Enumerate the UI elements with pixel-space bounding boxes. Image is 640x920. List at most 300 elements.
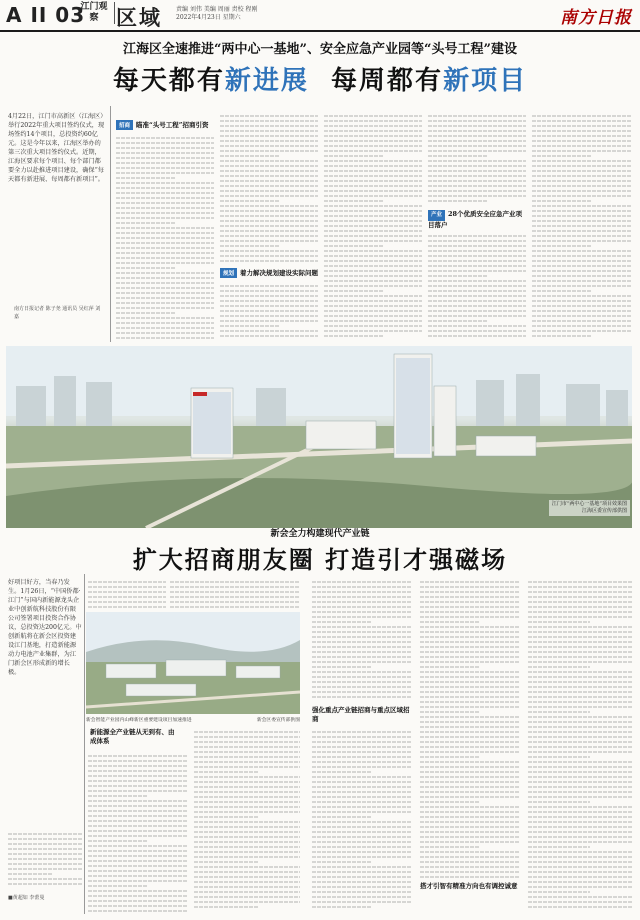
text-line [532, 320, 632, 322]
text-line [324, 320, 422, 322]
text-line [88, 835, 188, 837]
text-line [194, 736, 300, 738]
text-line [194, 856, 300, 858]
text-line [420, 821, 520, 823]
text-line [324, 165, 422, 167]
text-line [312, 631, 412, 633]
text-line [312, 761, 412, 763]
text-line [116, 137, 214, 139]
text-line [428, 135, 526, 137]
text-line [428, 285, 526, 287]
text-line [528, 866, 632, 868]
text-line [116, 152, 214, 154]
text-line [428, 160, 526, 162]
text-line [420, 676, 520, 678]
text-line [220, 295, 318, 297]
text-line [528, 701, 632, 703]
text-line [312, 886, 412, 888]
text-line [88, 581, 166, 583]
story2-byline: ■黄超如 李蕾曼 [8, 895, 45, 901]
text-line [194, 846, 300, 848]
text-line [528, 886, 632, 888]
text-line [420, 776, 520, 778]
text-line [528, 766, 632, 768]
text-line [428, 180, 526, 182]
text-line [116, 327, 214, 329]
text-line [528, 861, 632, 863]
text-line [312, 816, 372, 818]
text-line [420, 671, 520, 673]
text-line [312, 781, 412, 783]
text-line [220, 165, 318, 167]
text-line [194, 831, 300, 833]
text-line [116, 177, 175, 179]
text-line [532, 275, 632, 277]
text-line [116, 167, 214, 169]
text-line [324, 200, 383, 202]
text-line [420, 596, 520, 598]
text-line [324, 155, 383, 157]
text-line [116, 262, 214, 264]
text-line [532, 225, 632, 227]
text-line [88, 790, 188, 792]
text-line [312, 736, 412, 738]
text-line [116, 192, 214, 194]
text-line [420, 611, 520, 613]
text-line [312, 901, 412, 903]
text-line [532, 185, 632, 187]
city-aerial-photo [6, 346, 632, 528]
column-divider-2 [84, 574, 85, 914]
text-line [532, 295, 632, 297]
text-line [312, 621, 372, 623]
text-line [420, 796, 520, 798]
text-line [312, 746, 412, 748]
text-line [312, 741, 412, 743]
newspaper-logo: 南方日报 [560, 8, 632, 28]
story1-subhead-1: 招商 瞄准“头号工程”招商引资 [116, 120, 214, 130]
text-line [528, 891, 590, 893]
text-line [532, 310, 632, 312]
text-line [428, 310, 526, 312]
text-line [532, 150, 632, 152]
text-line [8, 868, 82, 870]
text-line [420, 711, 480, 713]
text-line [312, 871, 412, 873]
text-line [532, 325, 632, 327]
text-line [88, 885, 148, 887]
text-line [532, 205, 632, 207]
text-line [324, 150, 422, 152]
text-line [312, 696, 412, 698]
text-line [428, 200, 487, 202]
text-line [194, 791, 300, 793]
text-line [428, 300, 526, 302]
text-line [420, 766, 520, 768]
text-line [420, 661, 520, 663]
text-line [194, 851, 300, 853]
text-line [88, 765, 188, 767]
text-line [528, 836, 632, 838]
text-line [528, 791, 632, 793]
text-line [532, 190, 632, 192]
text-line [194, 756, 300, 758]
text-line [324, 180, 422, 182]
text-line [420, 586, 520, 588]
text-line [428, 270, 526, 272]
text-line [88, 795, 148, 797]
story2-body-col2 [194, 728, 300, 912]
text-line [220, 220, 318, 222]
text-line [420, 716, 520, 718]
region-label: 区域 [116, 6, 162, 30]
text-line [420, 636, 520, 638]
text-line [324, 135, 422, 137]
text-line [220, 170, 318, 172]
story1-kicker: 江海区全速推进“两中心一基地”、安全应急产业园等“头号工程”建设 [123, 42, 517, 57]
story2-lead-more [8, 830, 82, 888]
text-line [88, 850, 188, 852]
text-line [428, 275, 487, 277]
text-line [324, 205, 422, 207]
text-line [420, 871, 520, 873]
city-illustration [6, 346, 632, 528]
text-line [528, 846, 590, 848]
text-line [324, 280, 422, 282]
story1-body-col3 [324, 112, 422, 340]
text-line [312, 656, 412, 658]
text-line [420, 666, 480, 668]
text-line [420, 786, 520, 788]
text-line [428, 330, 526, 332]
text-line [194, 776, 300, 778]
text-line [324, 190, 422, 192]
text-line [324, 175, 422, 177]
text-line [312, 606, 412, 608]
text-line [420, 756, 480, 758]
story1-body-col4 [428, 112, 526, 206]
story2-lead: 好项目好方，当春乃发生。1月26日，“中国侨都·江门”与国内新能源龙头企业中创新航科技股份有限公司签署项目投资合作协议，总投资达200亿元。中创新航将在新会区投资建设江门基地，打造新能源动力电池产业集群，为江门新会区形成新的增长极。 [8, 579, 82, 676]
text-line [116, 147, 214, 149]
text-line [194, 841, 300, 843]
story2-body-col5 [528, 578, 632, 912]
text-line [532, 125, 632, 127]
page-number: A II 03 [6, 3, 86, 27]
text-line [428, 290, 526, 292]
text-line [312, 626, 412, 628]
text-line [420, 721, 520, 723]
text-line [324, 245, 383, 247]
text-line [220, 160, 318, 162]
text-line [324, 145, 422, 147]
text-line [8, 883, 82, 885]
text-line [194, 836, 300, 838]
text-line [324, 260, 422, 262]
text-line [194, 861, 258, 863]
text-line [428, 150, 526, 152]
text-line [116, 267, 175, 269]
text-line [428, 260, 526, 262]
text-line [420, 861, 520, 863]
text-line [312, 891, 412, 893]
text-line [428, 265, 526, 267]
text-line [528, 726, 632, 728]
text-line [532, 200, 592, 202]
text-line [532, 115, 632, 117]
text-line [528, 691, 632, 693]
text-line [428, 175, 526, 177]
text-line [220, 230, 318, 232]
text-line [528, 646, 632, 648]
story2-body-col1b [170, 578, 300, 610]
photo2-caption: 新会智能产业园内山峰新区重要建设项目加速推进 新会区委宣传部供图 [86, 718, 300, 723]
text-line [312, 601, 412, 603]
text-line [116, 242, 214, 244]
story1-subhead-3: 产业 28个优质安全应急产业项目落户 [428, 210, 523, 229]
text-line [324, 140, 422, 142]
text-line [194, 796, 300, 798]
story2-subhead-2: 强化重点产业链招商与重点区域招商 [312, 706, 410, 723]
text-line [428, 155, 487, 157]
text-line [528, 601, 632, 603]
story2-body-col1a [88, 578, 166, 610]
text-line [528, 721, 632, 723]
text-line [88, 895, 188, 897]
text-line [116, 142, 214, 144]
text-line [116, 317, 214, 319]
text-line [116, 252, 214, 254]
text-line [312, 681, 412, 683]
text-line [428, 130, 526, 132]
text-line [532, 305, 632, 307]
text-line [528, 631, 632, 633]
text-line [420, 851, 520, 853]
text-line [88, 800, 188, 802]
text-line [528, 801, 590, 803]
industrial-park-photo [86, 612, 300, 714]
text-line [116, 287, 214, 289]
text-line [116, 277, 214, 279]
text-line [420, 856, 520, 858]
text-line [420, 686, 520, 688]
story2-kicker: 新会全力构建现代产业链 [270, 529, 370, 539]
text-line [312, 676, 412, 678]
text-line [116, 222, 175, 224]
text-line [88, 770, 188, 772]
text-line [532, 290, 592, 292]
text-line [220, 290, 318, 292]
text-line [194, 746, 300, 748]
text-line [88, 900, 188, 902]
text-line [428, 120, 526, 122]
text-line [194, 781, 300, 783]
text-line [88, 810, 188, 812]
story2-body-col3a [312, 578, 412, 698]
text-line [194, 741, 300, 743]
text-line [532, 285, 632, 287]
text-line [420, 651, 520, 653]
text-line [312, 826, 412, 828]
text-line [428, 250, 526, 252]
story2-subhead-3: 搭才引智有精准方向也有调控诚意 [420, 882, 518, 890]
text-line [528, 671, 632, 673]
text-line [532, 160, 632, 162]
text-line [528, 741, 632, 743]
text-line [428, 325, 526, 327]
story1-body-col4b [428, 232, 526, 340]
text-line [116, 312, 175, 314]
text-line [312, 881, 412, 883]
text-line [428, 185, 526, 187]
text-line [88, 890, 188, 892]
text-line [420, 846, 480, 848]
text-line [528, 621, 590, 623]
text-line [324, 170, 422, 172]
text-line [528, 711, 590, 713]
text-line [528, 686, 632, 688]
text-line [528, 756, 590, 758]
text-line [88, 820, 188, 822]
text-line [532, 135, 632, 137]
text-line [88, 601, 166, 603]
text-line [528, 586, 632, 588]
text-line [420, 646, 520, 648]
text-line [532, 315, 632, 317]
story1-body-col1 [116, 134, 214, 340]
text-line [528, 736, 632, 738]
text-line [8, 843, 82, 845]
text-line [88, 875, 188, 877]
text-line [220, 215, 318, 217]
text-line [428, 280, 526, 282]
text-line [220, 205, 318, 207]
text-line [116, 257, 214, 259]
text-line [194, 886, 300, 888]
text-line [528, 731, 632, 733]
text-line [428, 235, 526, 237]
text-line [420, 736, 520, 738]
text-line [116, 182, 214, 184]
text-line [194, 891, 300, 893]
section-label: 江门观察 [78, 2, 115, 24]
text-line [194, 771, 258, 773]
text-line [220, 250, 318, 252]
text-line [420, 836, 520, 838]
text-line [528, 851, 632, 853]
text-line [528, 606, 632, 608]
text-line [220, 190, 318, 192]
text-line [170, 606, 300, 608]
text-line [324, 130, 422, 132]
text-line [528, 696, 632, 698]
text-line [312, 756, 412, 758]
text-line [420, 781, 520, 783]
text-line [220, 315, 318, 317]
text-line [324, 125, 422, 127]
text-line [88, 865, 188, 867]
text-line [220, 115, 318, 117]
text-line [324, 300, 422, 302]
text-line [532, 265, 632, 267]
text-line [116, 162, 214, 164]
text-line [528, 881, 632, 883]
text-line [532, 330, 632, 332]
text-line [532, 235, 632, 237]
text-line [532, 195, 632, 197]
text-line [88, 845, 188, 847]
text-line [220, 285, 318, 287]
story1-body-col5 [532, 112, 632, 340]
text-line [8, 873, 52, 875]
text-line [324, 220, 422, 222]
text-line [312, 611, 412, 613]
text-line [220, 260, 318, 262]
text-line [532, 180, 632, 182]
text-line [528, 616, 632, 618]
text-line [420, 746, 520, 748]
text-line [88, 596, 166, 598]
text-line [428, 295, 526, 297]
text-line [220, 180, 318, 182]
text-line [528, 806, 632, 808]
text-line [324, 265, 422, 267]
text-line [312, 846, 412, 848]
text-line [312, 661, 412, 663]
story2-body-col3b [312, 728, 412, 912]
text-line [532, 220, 632, 222]
story2-body-col1c [88, 752, 188, 912]
text-line [312, 641, 412, 643]
text-line [220, 255, 318, 257]
text-line [528, 761, 632, 763]
text-line [428, 115, 526, 117]
text-line [420, 616, 520, 618]
text-line [312, 861, 372, 863]
story1-body-col2b [220, 282, 318, 340]
text-line [220, 305, 318, 307]
text-line [220, 335, 318, 337]
text-line [532, 250, 632, 252]
text-line [324, 325, 422, 327]
text-line [312, 806, 412, 808]
text-line [88, 775, 188, 777]
text-line [220, 130, 318, 132]
text-line [532, 155, 592, 157]
text-line [312, 751, 412, 753]
text-line [312, 896, 412, 898]
text-line [170, 586, 300, 588]
text-line [532, 280, 632, 282]
text-line [428, 195, 526, 197]
text-line [532, 300, 632, 302]
text-line [8, 858, 82, 860]
text-line [116, 282, 214, 284]
text-line [88, 760, 188, 762]
text-line [312, 811, 412, 813]
text-line [220, 235, 318, 237]
text-line [528, 856, 632, 858]
text-line [312, 851, 412, 853]
text-line [194, 876, 300, 878]
text-line [194, 811, 300, 813]
text-line [194, 806, 300, 808]
text-line [324, 185, 422, 187]
text-line [532, 270, 632, 272]
text-line [324, 210, 422, 212]
text-line [532, 240, 632, 242]
text-line [220, 185, 318, 187]
text-line [116, 322, 214, 324]
